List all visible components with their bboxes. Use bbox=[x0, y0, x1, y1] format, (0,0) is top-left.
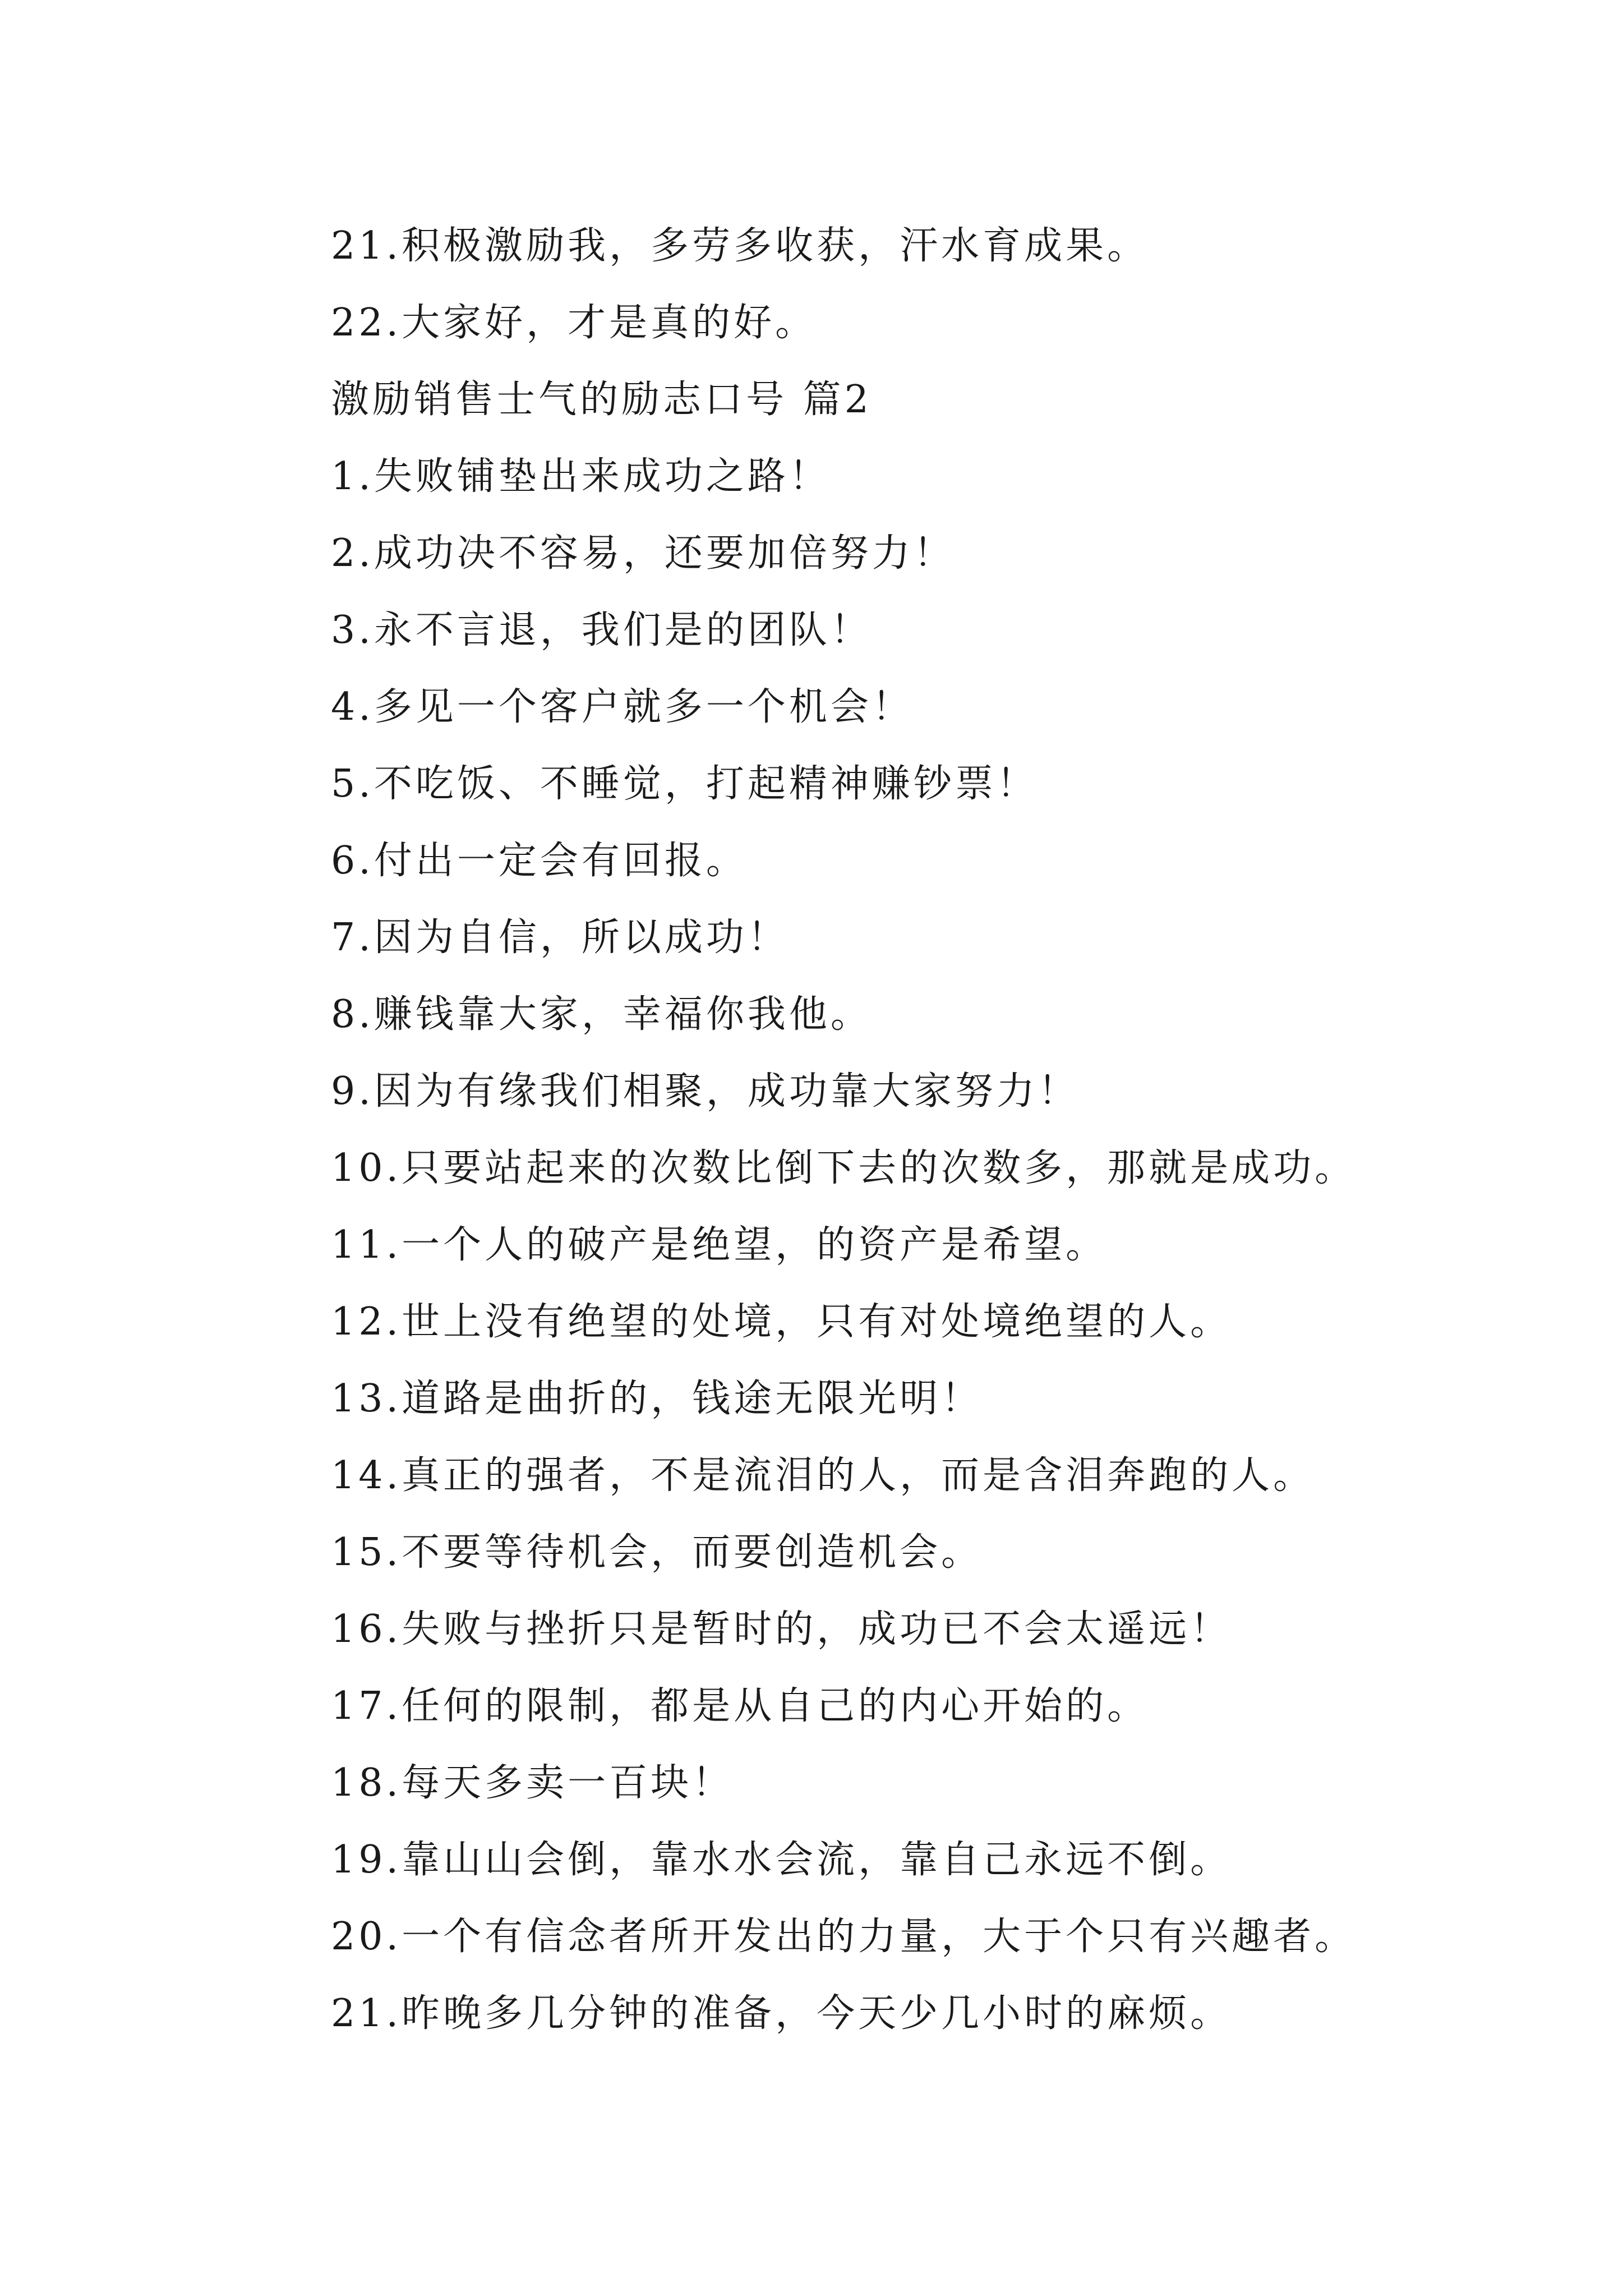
list-item: 9.因为有缘我们相聚，成功靠大家努力！ bbox=[331, 1069, 1080, 1114]
list-item: 4.多见一个客户就多一个机会！ bbox=[331, 685, 914, 729]
list-item: 1.失败铺垫出来成功之路！ bbox=[331, 454, 831, 499]
list-item: 20.一个有信念者所开发出的力量，大于个只有兴趣者。 bbox=[331, 1915, 1357, 1959]
list-item: 3.永不言退，我们是的团队！ bbox=[331, 608, 872, 652]
document-body bbox=[331, 208, 1509, 2052]
text-line: 22.大家好，才是真的好。 bbox=[331, 301, 817, 345]
list-item: 8.赚钱靠大家，幸福你我他。 bbox=[331, 992, 872, 1037]
list-item: 2.成功决不容易，还要加倍努力！ bbox=[331, 531, 955, 576]
list-item: 11.一个人的破产是绝望，的资产是希望。 bbox=[331, 1223, 1108, 1267]
list-item: 19.靠山山会倒，靠水水会流，靠自己永远不倒。 bbox=[331, 1838, 1232, 1882]
list-item: 12.世上没有绝望的处境，只有对处境绝望的人。 bbox=[331, 1300, 1232, 1344]
section-heading: 激励销售士气的励志口号 篇2 bbox=[331, 378, 872, 422]
list-item: 7.因为自信，所以成功！ bbox=[331, 915, 789, 960]
list-item: 21.昨晚多几分钟的准备，今天少几小时的麻烦。 bbox=[331, 1991, 1232, 2036]
list-item: 18.每天多卖一百块！ bbox=[331, 1761, 734, 1805]
text-line: 21.积极激励我，多劳多收获，汗水育成果。 bbox=[331, 224, 1149, 268]
list-item: 15.不要等待机会，而要创造机会。 bbox=[331, 1530, 983, 1575]
list-item: 17.任何的限制，都是从自己的内心开始的。 bbox=[331, 1684, 1149, 1728]
list-item: 13.道路是曲折的，钱途无限光明！ bbox=[331, 1377, 983, 1421]
list-item: 14.真正的强者，不是流泪的人，而是含泪奔跑的人。 bbox=[331, 1453, 1315, 1498]
list-item: 16.失败与挫折只是暂时的，成功已不会太遥远！ bbox=[331, 1607, 1232, 1651]
list-item: 10.只要站起来的次数比倒下去的次数多，那就是成功。 bbox=[331, 1146, 1357, 1190]
list-item: 6.付出一定会有回报。 bbox=[331, 839, 748, 883]
list-item: 5.不吃饭、不睡觉，打起精神赚钞票！ bbox=[331, 762, 1038, 806]
